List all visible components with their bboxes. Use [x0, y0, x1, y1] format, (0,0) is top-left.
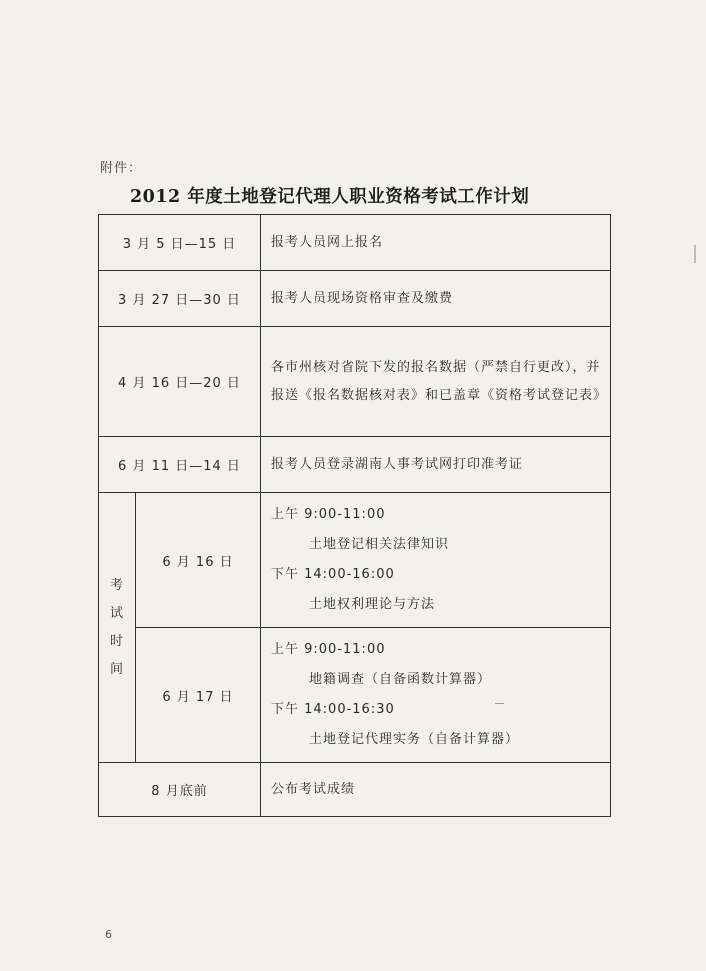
afternoon-subject: 土地登记代理实务（自备计算器）	[309, 732, 520, 747]
afternoon-subject: 土地权利理论与方法	[309, 597, 436, 612]
row-date: 4 月 16 日—20 日	[99, 327, 261, 437]
scan-speck	[495, 703, 504, 704]
page-number: 6	[105, 928, 112, 941]
exam-day-date: 6 月 16 日	[136, 493, 261, 628]
row-task: 报考人员登录湖南人事考试网打印准考证	[261, 437, 611, 493]
row-date: 8 月底前	[99, 763, 261, 817]
morning-subject: 地籍调查（自备函数计算器）	[309, 672, 492, 687]
afternoon-time: 下午 14:00-16:30	[271, 702, 395, 717]
exam-day-sessions	[261, 493, 611, 628]
morning-time: 上午 9:00-11:00	[271, 507, 386, 522]
table-row	[99, 271, 611, 327]
afternoon-time: 下午 14:00-16:00	[271, 567, 395, 582]
row-task: 公布考试成绩	[261, 763, 611, 817]
attachment-label: 附件：	[100, 161, 143, 176]
exam-time-label-cell	[99, 493, 136, 763]
exam-row	[99, 493, 611, 628]
table-row	[99, 327, 611, 437]
scan-mark	[694, 245, 696, 263]
morning-time: 上午 9:00-11:00	[271, 642, 386, 657]
row-task: 报考人员网上报名	[261, 215, 611, 271]
morning-subject: 土地登记相关法律知识	[309, 537, 450, 552]
row-date: 6 月 11 日—14 日	[99, 437, 261, 493]
row-date: 3 月 5 日—15 日	[99, 215, 261, 271]
exam-day-date: 6 月 17 日	[136, 628, 261, 763]
row-task: 报考人员现场资格审查及缴费	[261, 271, 611, 327]
table-row	[99, 763, 611, 817]
exam-row	[99, 628, 611, 763]
row-date: 3 月 27 日—30 日	[99, 271, 261, 327]
table-row	[99, 437, 611, 493]
document-title: 2012 年度土地登记代理人职业资格考试工作计划	[130, 187, 530, 207]
exam-time-label: 考试时间	[110, 577, 125, 677]
exam-day-sessions	[261, 628, 611, 763]
table-row	[99, 215, 611, 271]
schedule-table	[98, 214, 611, 817]
row-task: 各市州核对省院下发的报名数据（严禁自行更改），并报送《报名数据核对表》和已盖章《资格考试登记表》	[261, 327, 611, 437]
